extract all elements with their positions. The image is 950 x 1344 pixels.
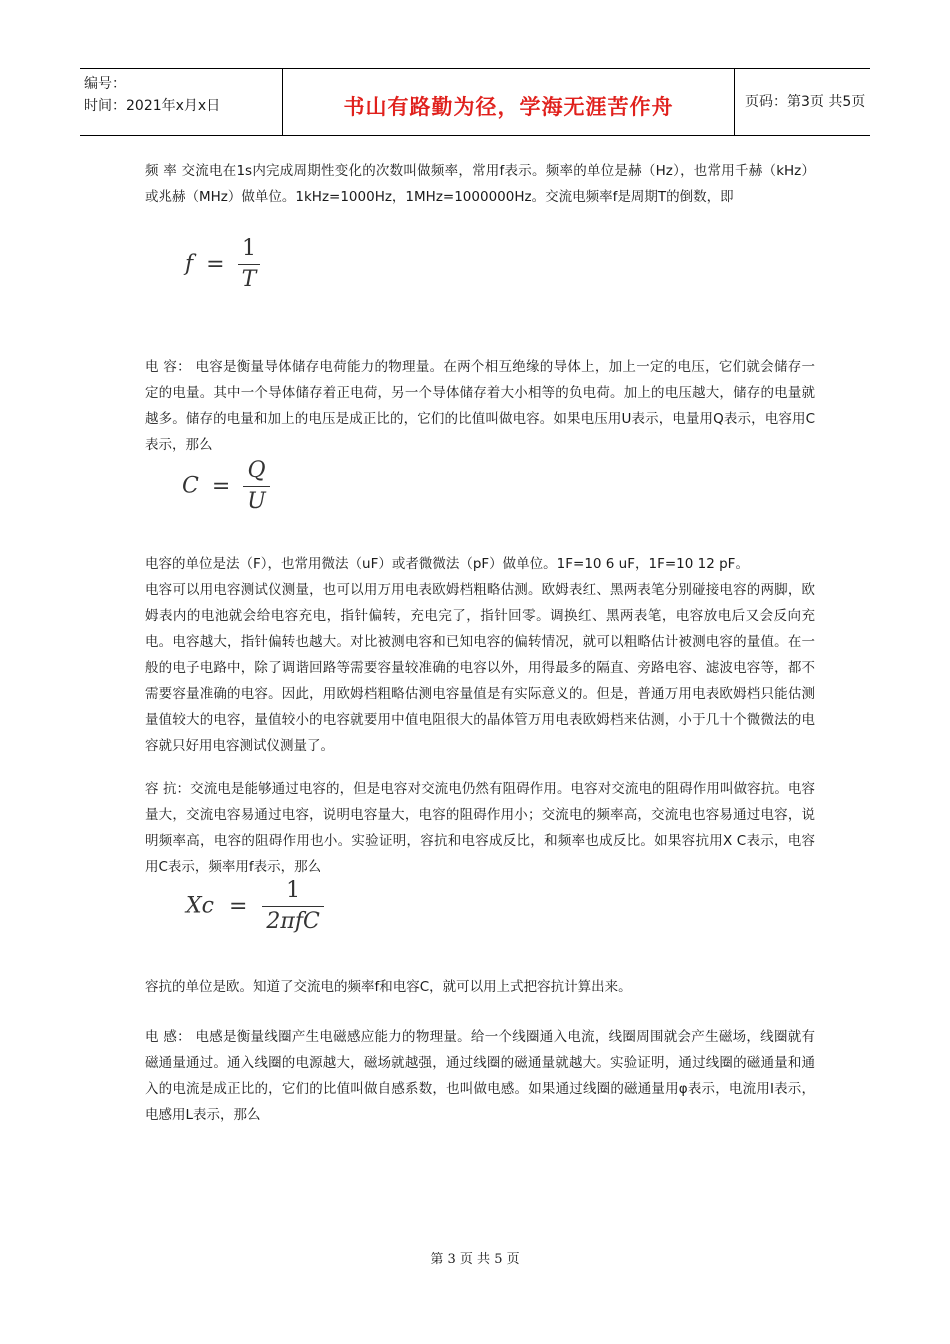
formula-frequency: f = $\frac{1}{T}$: [185, 234, 260, 295]
formula-f-numerator: 1: [238, 234, 261, 265]
page-footer: [0, 1248, 950, 1267]
paragraph-cap-measure: 电容可以用电容测试仪测量，也可以用万用电表欧姆档粗略估测。欧姆表红、黑两表笔分别碰接电容的两脚，欧姆表内的电池就会给电容充电，指针偏转，充电完了，指针回零。调换红、黑两表笔，电容放电后又会反向充电。电容越大，指针偏转也越大。对比被测电容和已知电容的偏转情况，就可以粗略估计被测电容的量值。在一般的电子电路中，除了调谐回路等需要容量较准确的电容以外，用得最多的隔直、旁路电容、滤波电容等，都不需要容量准确的电容。因此，用欧姆档粗略估测电容量值是有实际意义的。但是，普通万用电表欧姆档只能估测量值较大的电容，量值较小的电容就要用中值电阻很大的晶体管万用电表欧姆档来估测，小于几十个微微法的电容就只好用电容测试仪测量了。: [145, 582, 815, 754]
formula-xc-denominator: 2πfC: [266, 909, 320, 934]
formula-reactance: Xc = $\frac{1}{\text{2πfC}}$: [186, 876, 324, 937]
page-code: 页码：第3页 共5页: [745, 94, 866, 110]
time-label: 时间：2021年x月x日: [84, 98, 221, 114]
number-label: 编号：: [84, 76, 126, 92]
page-header: [80, 68, 870, 136]
formula-c-numerator: Q: [243, 456, 270, 487]
footer-page-number: 第 3 页 共 5 页: [430, 1252, 520, 1267]
paragraph-reactance-unit: 容抗的单位是欧。知道了交流电的频率f和电容C，就可以用上式把容抗计算出来。: [145, 979, 632, 995]
paragraph-cap-unit: 电容的单位是法（F），也常用微法（uF）或者微微法（pF）做单位。1F=10 6 uF，1F=10 12 pF。: [145, 556, 749, 572]
motto: 书山有路勤为径，学海无涯苦作舟: [343, 95, 674, 119]
formula-xc-numerator: 1: [262, 876, 323, 907]
formula-f-denominator: T: [241, 267, 257, 292]
formula-capacitance: C = $\frac{Q}{U}$: [182, 456, 270, 517]
paragraph-capacitance: 电 容： 电容是衡量导体储存电荷能力的物理量。在两个相互绝缘的导体上，加上一定的电压，它们就会储存一定的电量。其中一个导体储存着正电荷，另一个导体储存着大小相等的负电荷。加上的电压越大，储存的电量就越多。储存的电量和加上的电压是成正比的，它们的比值叫做电容。如果电压用U表示，电量用Q表示，电容用C表示，那么: [145, 359, 815, 453]
header-motto-cell: [283, 69, 735, 135]
paragraph-frequency: 频 率 交流电在1s内完成周期性变化的次数叫做频率，常用f表示。频率的单位是赫（Hz），也常用千赫（kHz）或兆赫（MHz）做单位。1kHz=1000Hz，1MHz=1000000Hz。交流电频率f是周期T的倒数，即: [145, 163, 815, 205]
paragraph-inductance: 电 感： 电感是衡量线圈产生电磁感应能力的物理量。给一个线圈通入电流，线圈周围就会产生磁场，线圈就有磁通量通过。通入线圈的电源越大，磁场就越强，通过线圈的磁通量就越大。实验证明，通过线圈的磁通量和通入的电流是成正比的，它们的比值叫做自感系数，也叫做电感。如果通过线圈的磁通量用φ表示，电流用I表示，电感用L表示，那么: [145, 1029, 815, 1123]
paragraph-reactance: 容 抗：交流电是能够通过电容的，但是电容对交流电仍然有阻碍作用。电容对交流电的阻碍作用叫做容抗。电容量大，交流电容易通过电容，说明电容量大，电容的阻碍作用小；交流电的频率高，交流电也容易通过电容，说明频率高，电容的阻碍作用也小。实验证明，容抗和电容成反比，和频率也成反比。如果容抗用X C表示，电容用C表示，频率用f表示，那么: [145, 781, 815, 875]
header-page-code-cell: [735, 69, 870, 135]
header-meta: [80, 69, 283, 135]
formula-c-denominator: U: [247, 489, 266, 514]
